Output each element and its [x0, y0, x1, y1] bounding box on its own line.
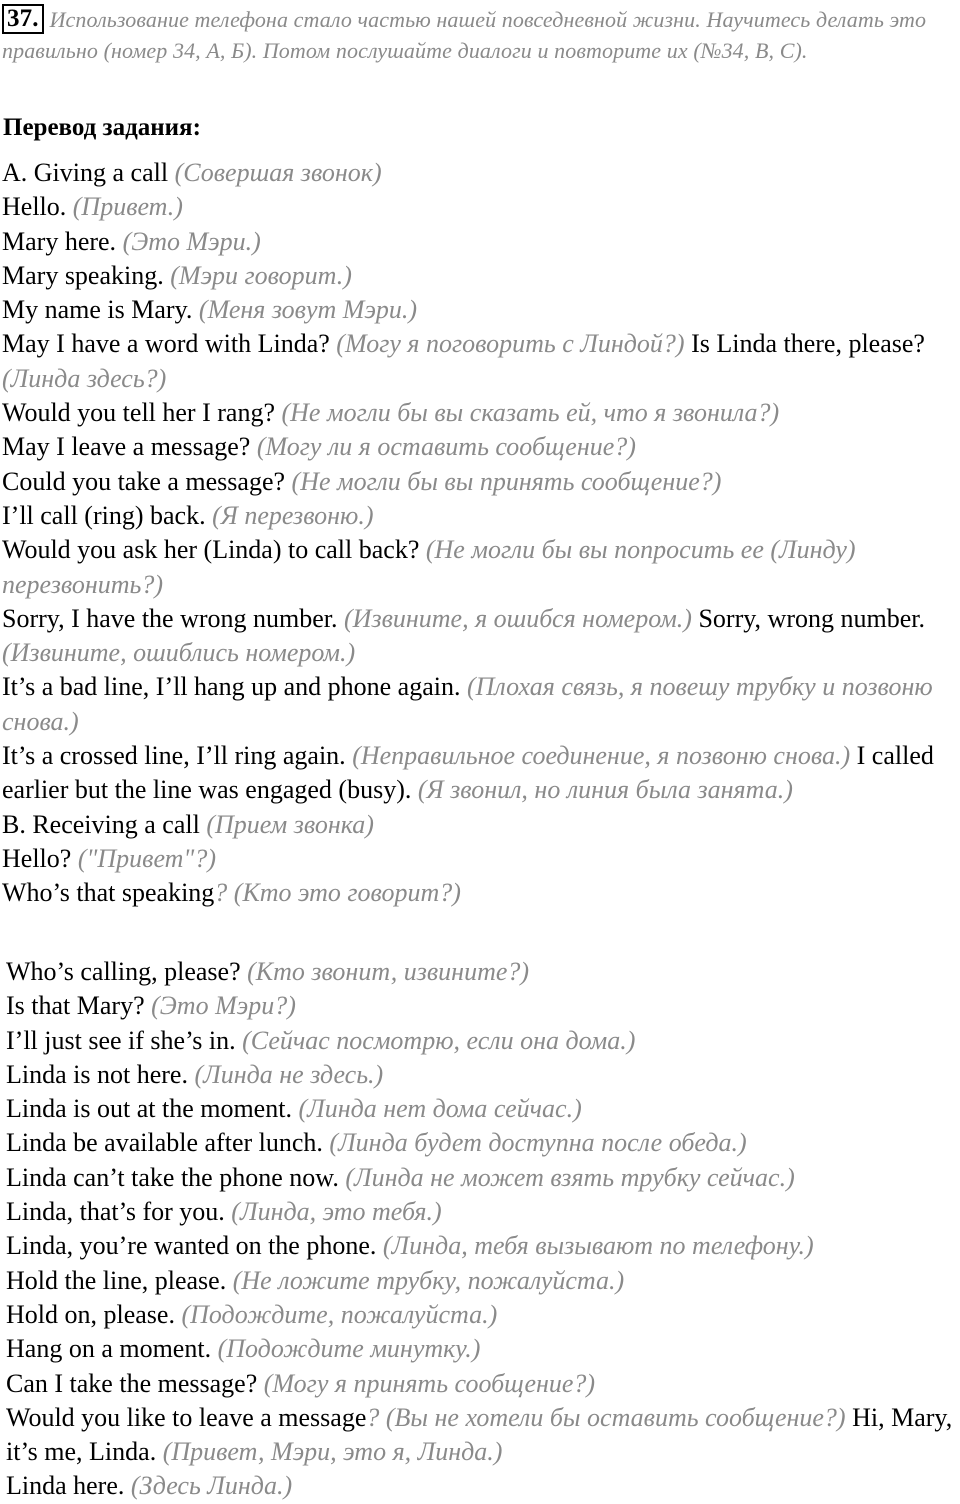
russian-translation: (Линда, это тебя.): [231, 1197, 442, 1227]
russian-translation: (Линда нет дома сейчас.): [298, 1094, 582, 1124]
russian-translation: (Не могли бы вы сказать ей, что я звонила?): [281, 398, 780, 428]
english-phrase: Is Linda there, please?: [684, 329, 925, 359]
phrase-line: [2, 602, 958, 671]
english-phrase: Would you like to leave a message: [6, 1402, 367, 1432]
english-phrase: I’ll call (ring) back.: [2, 500, 213, 530]
russian-translation: (Привет.): [72, 192, 183, 222]
phrase-line: [6, 1126, 960, 1160]
russian-translation: (Линда не может взять трубку сейчас.): [345, 1162, 795, 1192]
english-phrase: I called earlier but the line was engaged (busy).: [2, 741, 934, 805]
russian-translation: (Извините, ошиблись номером.): [2, 638, 356, 668]
english-phrase: Can I take the message?: [6, 1368, 264, 1398]
russian-translation: (Могу ли я оставить сообщение?): [256, 432, 636, 462]
english-phrase: Sorry, wrong number.: [691, 603, 925, 633]
russian-translation: (Неправильное соединение, я позвоню снова.): [352, 741, 851, 771]
phrase-line: [6, 1469, 960, 1503]
section-heading: Перевод задания:: [3, 114, 201, 141]
phrase-line: [6, 989, 960, 1023]
phrase-line: [6, 1024, 960, 1058]
english-phrase: Linda, you’re wanted on the phone.: [6, 1231, 383, 1261]
english-phrase: Hi, Mary, it’s me, Linda.: [6, 1402, 953, 1467]
russian-translation: (Меня зовут Мэри.): [198, 295, 418, 325]
english-phrase: I’ll just see if she’s in.: [6, 1025, 243, 1055]
russian-translation: (Сейчас посмотрю, если она дома.): [242, 1025, 636, 1055]
english-phrase: Hold on, please.: [6, 1299, 182, 1329]
phrase-line: [2, 465, 958, 499]
phrase-line: [2, 739, 958, 808]
english-phrase: Hello.: [2, 192, 73, 222]
english-phrase: Linda, that’s for you.: [6, 1197, 232, 1227]
russian-translation: (Не могли бы вы принять сообщение?): [291, 466, 722, 496]
russian-translation: (Линда, тебя вызывают по телефону.): [382, 1231, 814, 1261]
english-phrase: Who’s that speaking: [2, 878, 215, 908]
russian-translation: (Не ложите трубку, пожалуйста.): [232, 1265, 625, 1295]
phrase-line: [6, 1092, 960, 1126]
russian-translation: (Совершая звонок): [174, 158, 382, 187]
russian-translation: ? (Вы не хотели бы оставить сообщение?): [366, 1402, 846, 1432]
russian-translation: (Это Мэри.): [122, 226, 261, 256]
russian-translation: (Мэри говорит.): [170, 260, 352, 290]
phrase-line: [6, 1298, 960, 1332]
phrase-line: [2, 190, 958, 224]
english-phrase: Hello?: [2, 843, 78, 873]
russian-translation: (Плохая связь, я повешу трубку и позвоню снова.): [2, 672, 933, 736]
english-phrase: Linda can’t take the phone now.: [6, 1162, 346, 1192]
phrase-line: [2, 156, 958, 190]
phrase-line: [6, 1195, 960, 1229]
russian-translation: (Это Мэри?): [151, 991, 296, 1021]
phrase-line: [2, 533, 958, 602]
russian-translation: (Привет, Мэри, это я, Линда.): [162, 1437, 503, 1467]
phrase-line: [2, 327, 958, 396]
russian-translation: (Я звонил, но линия была занята.): [417, 775, 793, 805]
phrase-line: [6, 1332, 960, 1366]
english-phrase: B. Receiving a call: [2, 809, 207, 839]
russian-translation: (Линда будет доступна после обеда.): [329, 1128, 747, 1158]
russian-translation: (Подождите минутку.): [217, 1334, 481, 1364]
english-phrase: Mary speaking.: [2, 260, 171, 290]
phrase-list-b: [6, 955, 960, 1504]
phrase-line: [6, 955, 960, 989]
english-phrase: My name is Mary.: [2, 295, 199, 325]
phrase-list-a: [2, 156, 958, 911]
english-phrase: Sorry, I have the wrong number.: [2, 603, 345, 633]
task-number: 37.: [2, 4, 44, 34]
phrase-line: [2, 293, 958, 327]
english-phrase: It’s a crossed line, I’ll ring again.: [2, 741, 353, 771]
english-phrase: Would you tell her I rang?: [2, 398, 282, 428]
task-instruction: [2, 4, 952, 66]
english-phrase: Would you ask her (Linda) to call back?: [2, 535, 426, 565]
russian-translation: (Линда здесь?): [2, 363, 167, 393]
english-phrase: A. Giving a call: [2, 158, 175, 187]
russian-translation: (Подождите, пожалуйста.): [181, 1299, 498, 1329]
phrase-line: [2, 876, 958, 910]
phrase-line: [6, 1058, 960, 1092]
english-phrase: May I leave a message?: [2, 432, 257, 462]
russian-translation: (Не могли бы вы попросить ее (Линду) перезвонить?): [2, 535, 856, 599]
russian-translation: (Я перезвоню.): [212, 500, 374, 530]
russian-translation: (Кто звонит, извините?): [247, 957, 530, 986]
phrase-line: [6, 1367, 960, 1401]
russian-translation: (Могу я поговорить с Линдой?): [336, 329, 685, 359]
russian-translation: ? (Кто это говорит?): [214, 878, 461, 908]
phrase-line: [2, 259, 958, 293]
english-phrase: Who’s calling, please?: [6, 957, 248, 986]
phrase-line: [2, 396, 958, 430]
task-text: Использование телефона стало частью нашей повседневной жизни. Научитесь делать это правильно (номер 34, А, Б). Потом послушайте диалоги и повторите их (№34, В, С).: [2, 7, 927, 63]
phrase-line: [2, 842, 958, 876]
english-phrase: Hold the line, please.: [6, 1265, 233, 1295]
russian-translation: (Прием звонка): [206, 809, 374, 839]
english-phrase: Hang on a moment.: [6, 1334, 218, 1364]
english-phrase: Linda is not here.: [6, 1059, 195, 1089]
phrase-line: [2, 670, 958, 739]
phrase-line: [2, 430, 958, 464]
phrase-line: [6, 1229, 960, 1263]
english-phrase: Linda is out at the moment.: [6, 1094, 299, 1124]
phrase-line: [2, 808, 958, 842]
russian-translation: ("Привет"?): [77, 843, 217, 873]
phrase-line: [6, 1161, 960, 1195]
russian-translation: (Линда не здесь.): [194, 1059, 384, 1089]
english-phrase: May I have a word with Linda?: [2, 329, 337, 359]
english-phrase: It’s a bad line, I’ll hang up and phone again.: [2, 672, 467, 702]
russian-translation: (Извините, я ошибся номером.): [344, 603, 692, 633]
russian-translation: (Могу я принять сообщение?): [263, 1368, 596, 1398]
english-phrase: Could you take a message?: [2, 466, 292, 496]
phrase-line: [2, 499, 958, 533]
russian-translation: (Здесь Линда.): [130, 1471, 293, 1501]
english-phrase: Is that Mary?: [6, 991, 152, 1021]
phrase-line: [6, 1264, 960, 1298]
english-phrase: Linda here.: [6, 1471, 131, 1501]
phrase-line: [2, 225, 958, 259]
english-phrase: Linda be available after lunch.: [6, 1128, 330, 1158]
phrase-line: [6, 1401, 960, 1470]
english-phrase: Mary here.: [2, 226, 123, 256]
